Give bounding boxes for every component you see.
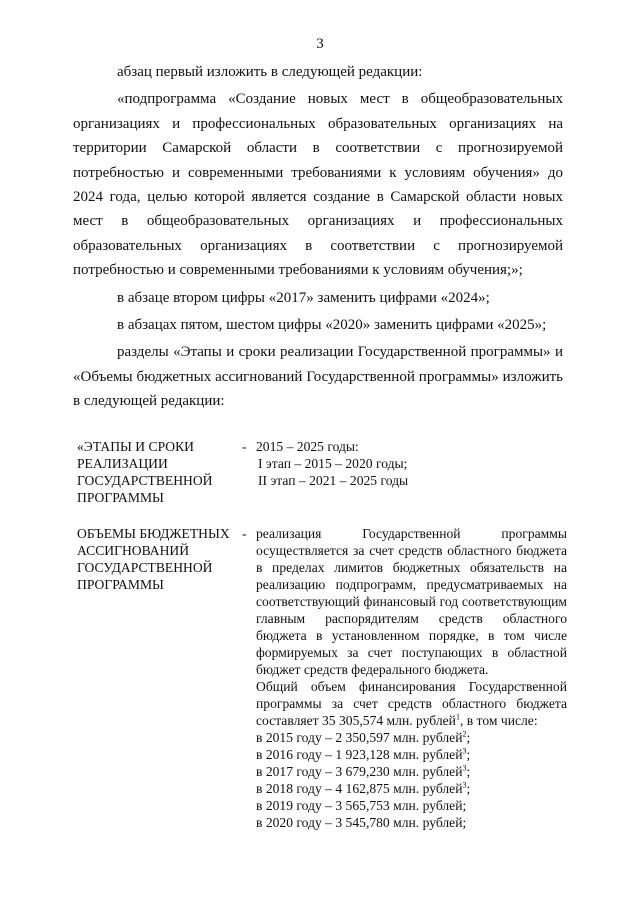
- paragraph-2: «подпрограмма «Создание новых мест в общеобразовательных организациях и профессиональных образовательных организациях на территории Самарской области в соответствии с прогнозируемой потребностью и современными требованиями к условиям обучения» до 2024 года, целью которой является создание в Самарской области новых мест в общеобразовательных организациях и профессиональных образовательных организациях в соответствии с прогнозируемой потребностью и современными требованиями к условиям обучения;»;: [73, 91, 563, 279]
- budget-year-end: ;: [466, 781, 471, 796]
- amendment-text: [73, 60, 563, 417]
- budget-value: [256, 525, 567, 831]
- budget-year: [256, 729, 567, 746]
- budget-total-suffix: , в том числе:: [459, 713, 538, 728]
- footnote-marker: 3: [462, 780, 467, 790]
- budget-year: [256, 780, 567, 797]
- budget-year-end: ;: [466, 730, 471, 745]
- budget-year-end: ;: [466, 747, 471, 762]
- paragraph-4: в абзацах пятом, шестом цифры «2020» заменить цифрами «2025»;: [117, 317, 547, 334]
- budget-year: [256, 814, 567, 831]
- passport-budget-row: [77, 525, 567, 831]
- stages-label: «ЭТАПЫ И СРОКИ РЕАЛИЗАЦИИ ГОСУДАРСТВЕННОЙ ПРОГРАММЫ: [77, 439, 213, 505]
- budget-intro: реализация Государственной программы осуществляется за счет средств областного бюджета в пределах лимитов бюджетных обязательств на реализацию подпрограмм, предусматриваемых на соответствующий финансовый год соответствующим главным распорядителям средств областного бюджета в установленном порядке, в том числе формируемых за счет поступающих в областной бюджет средств федерального бюджета.: [256, 526, 567, 677]
- footnote-marker: 1: [455, 712, 460, 722]
- budget-year-text: в 2015 году – 2 350,597 млн. рублей: [256, 730, 463, 745]
- budget-total: [256, 678, 567, 729]
- footnote-marker: 3: [462, 746, 467, 756]
- paragraph-3: в абзаце втором цифры «2017» заменить цифрами «2024»;: [117, 289, 490, 306]
- paragraph-5: разделы «Этапы и сроки реализации Государственной программы» и «Объемы бюджетных ассигнований Государственной программы» изложить в следующей редакции:: [73, 344, 563, 410]
- stages-line: 2015 – 2025 годы:: [256, 439, 359, 454]
- budget-year-text: в 2020 году – 3 545,780 млн. рублей;: [256, 815, 467, 830]
- stages-line: II этап – 2021 – 2025 годы: [258, 473, 409, 488]
- budget-year-end: ;: [466, 764, 471, 779]
- budget-dash: -: [242, 526, 247, 541]
- budget-year-text: в 2016 году – 1 923,128 млн. рублей: [256, 747, 463, 762]
- budget-year-text: в 2019 году – 3 565,753 млн. рублей;: [256, 798, 467, 813]
- passport-stages-row: [77, 438, 567, 506]
- stages-line: I этап – 2015 – 2020 годы;: [258, 456, 408, 471]
- page-number: 3: [316, 36, 324, 52]
- budget-label: ОБЪЕМЫ БЮДЖЕТНЫХ АССИГНОВАНИЙ ГОСУДАРСТВЕННОЙ ПРОГРАММЫ: [77, 526, 230, 592]
- stages-value: [256, 438, 567, 506]
- stages-dash: -: [242, 439, 247, 454]
- paragraph-1: абзац первый изложить в следующей редакции:: [117, 64, 423, 80]
- budget-total-text: Общий объем финансирования Государственной программы за счет средств областного бюджета составляет 35 305,574 млн. рублей: [256, 679, 567, 728]
- budget-year-text: в 2017 году – 3 679,230 млн. рублей: [256, 764, 463, 779]
- footnote-marker: 3: [462, 763, 467, 773]
- footnote-marker: 2: [462, 729, 467, 739]
- budget-year: [256, 763, 567, 780]
- budget-year-text: в 2018 году – 4 162,875 млн. рублей: [256, 781, 463, 796]
- budget-year: [256, 797, 567, 814]
- budget-year: [256, 746, 567, 763]
